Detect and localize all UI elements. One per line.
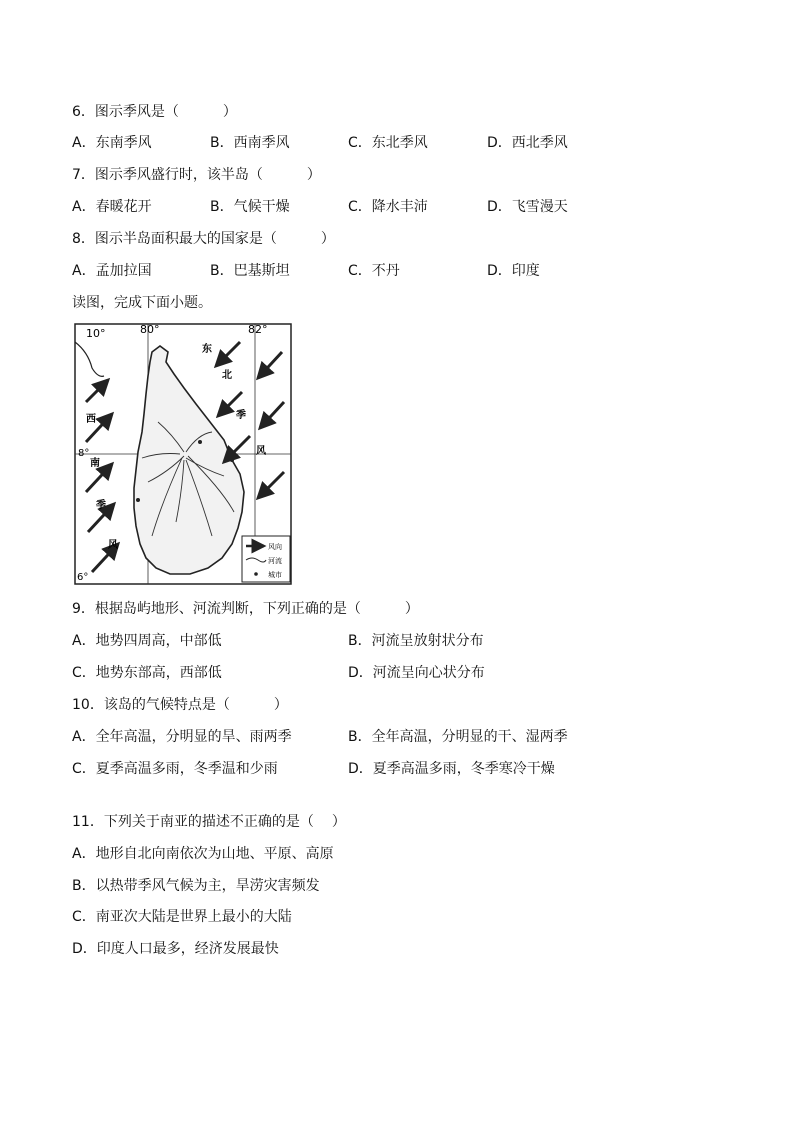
- svg-text:西: 西: [86, 414, 96, 425]
- question-10-stem: 10．该岛的气候特点是（ ）: [72, 697, 288, 713]
- question-9-stem: 9．根据岛屿地形、河流判断，下列正确的是（ ）: [72, 601, 419, 617]
- question-8-option-d: D．印度: [487, 263, 540, 279]
- question-11-option-c: C．南亚次大陆是世界上最小的大陆: [72, 909, 292, 925]
- city-marker: [136, 498, 140, 502]
- question-7-option-c: C．降水丰沛: [348, 199, 428, 215]
- question-10-option-d: D．夏季高温多雨，冬季寒冷干燥: [348, 761, 555, 777]
- question-6-stem: 6．图示季风是（ ）: [72, 104, 237, 120]
- lon-label-80: 80°: [140, 323, 160, 336]
- question-11-option-b: B．以热带季风气候为主，旱涝灾害频发: [72, 878, 320, 894]
- lat-label-10: 10°: [86, 327, 106, 340]
- question-9-option-c: C．地势东部高，西部低: [72, 665, 222, 681]
- question-8-option-b: B．巴基斯坦: [210, 263, 290, 279]
- city-marker: [230, 458, 234, 462]
- question-7-option-b: B．气候干燥: [210, 199, 290, 215]
- svg-text:南: 南: [90, 458, 100, 469]
- question-7-stem: 7．图示季风盛行时，该半岛（ ）: [72, 167, 321, 183]
- svg-text:风: 风: [256, 446, 266, 457]
- question-11-option-a: A．地形自北向南依次为山地、平原、高原: [72, 846, 334, 862]
- legend-wind: 风向: [268, 543, 282, 551]
- question-7-option-a: A．春暖花开: [72, 199, 152, 215]
- map-legend: [242, 536, 290, 582]
- question-11-stem: 11．下列关于南亚的描述不正确的是（ ）: [72, 814, 346, 830]
- legend-box: [242, 536, 290, 582]
- map-svg: [72, 322, 294, 588]
- question-11-option-d: D．印度人口最多，经济发展最快: [72, 941, 279, 957]
- question-8-option-a: A．孟加拉国: [72, 263, 152, 279]
- question-7-option-d: D．飞雪漫天: [487, 199, 568, 215]
- question-8-stem: 8．图示半岛面积最大的国家是（ ）: [72, 231, 335, 247]
- sri-lanka-monsoon-map: [72, 322, 294, 588]
- reading-instruction: 读图，完成下面小题。: [72, 295, 212, 311]
- city-marker: [198, 440, 202, 444]
- question-6-option-c: C．东北季风: [348, 135, 428, 151]
- question-6-option-d: D．西北季风: [487, 135, 568, 151]
- lat-label-8: 8°: [78, 448, 90, 459]
- question-10-option-b: B．全年高温，分明显的干、湿两季: [348, 729, 568, 745]
- question-10-option-a: A．全年高温，分明显的旱、雨两季: [72, 729, 292, 745]
- question-6-option-b: B．西南季风: [210, 135, 290, 151]
- lon-label-82: 82°: [248, 323, 268, 336]
- svg-text:季: 季: [236, 410, 246, 421]
- legend-city-dot-icon: [254, 572, 258, 576]
- question-9-option-d: D．河流呈向心状分布: [348, 665, 485, 681]
- svg-text:季: 季: [96, 500, 106, 511]
- svg-text:东: 东: [202, 344, 212, 355]
- svg-text:北: 北: [222, 370, 232, 381]
- question-9-option-a: A．地势四周高，中部低: [72, 633, 222, 649]
- question-6-option-a: A．东南季风: [72, 135, 152, 151]
- svg-text:风: 风: [108, 540, 118, 551]
- question-8-option-c: C．不丹: [348, 263, 400, 279]
- question-10-option-c: C．夏季高温多雨，冬季温和少雨: [72, 761, 278, 777]
- question-9-option-b: B．河流呈放射状分布: [348, 633, 484, 649]
- legend-city: 城市: [268, 571, 282, 579]
- legend-river: 河流: [268, 557, 282, 565]
- lat-label-6: 6°: [77, 572, 89, 583]
